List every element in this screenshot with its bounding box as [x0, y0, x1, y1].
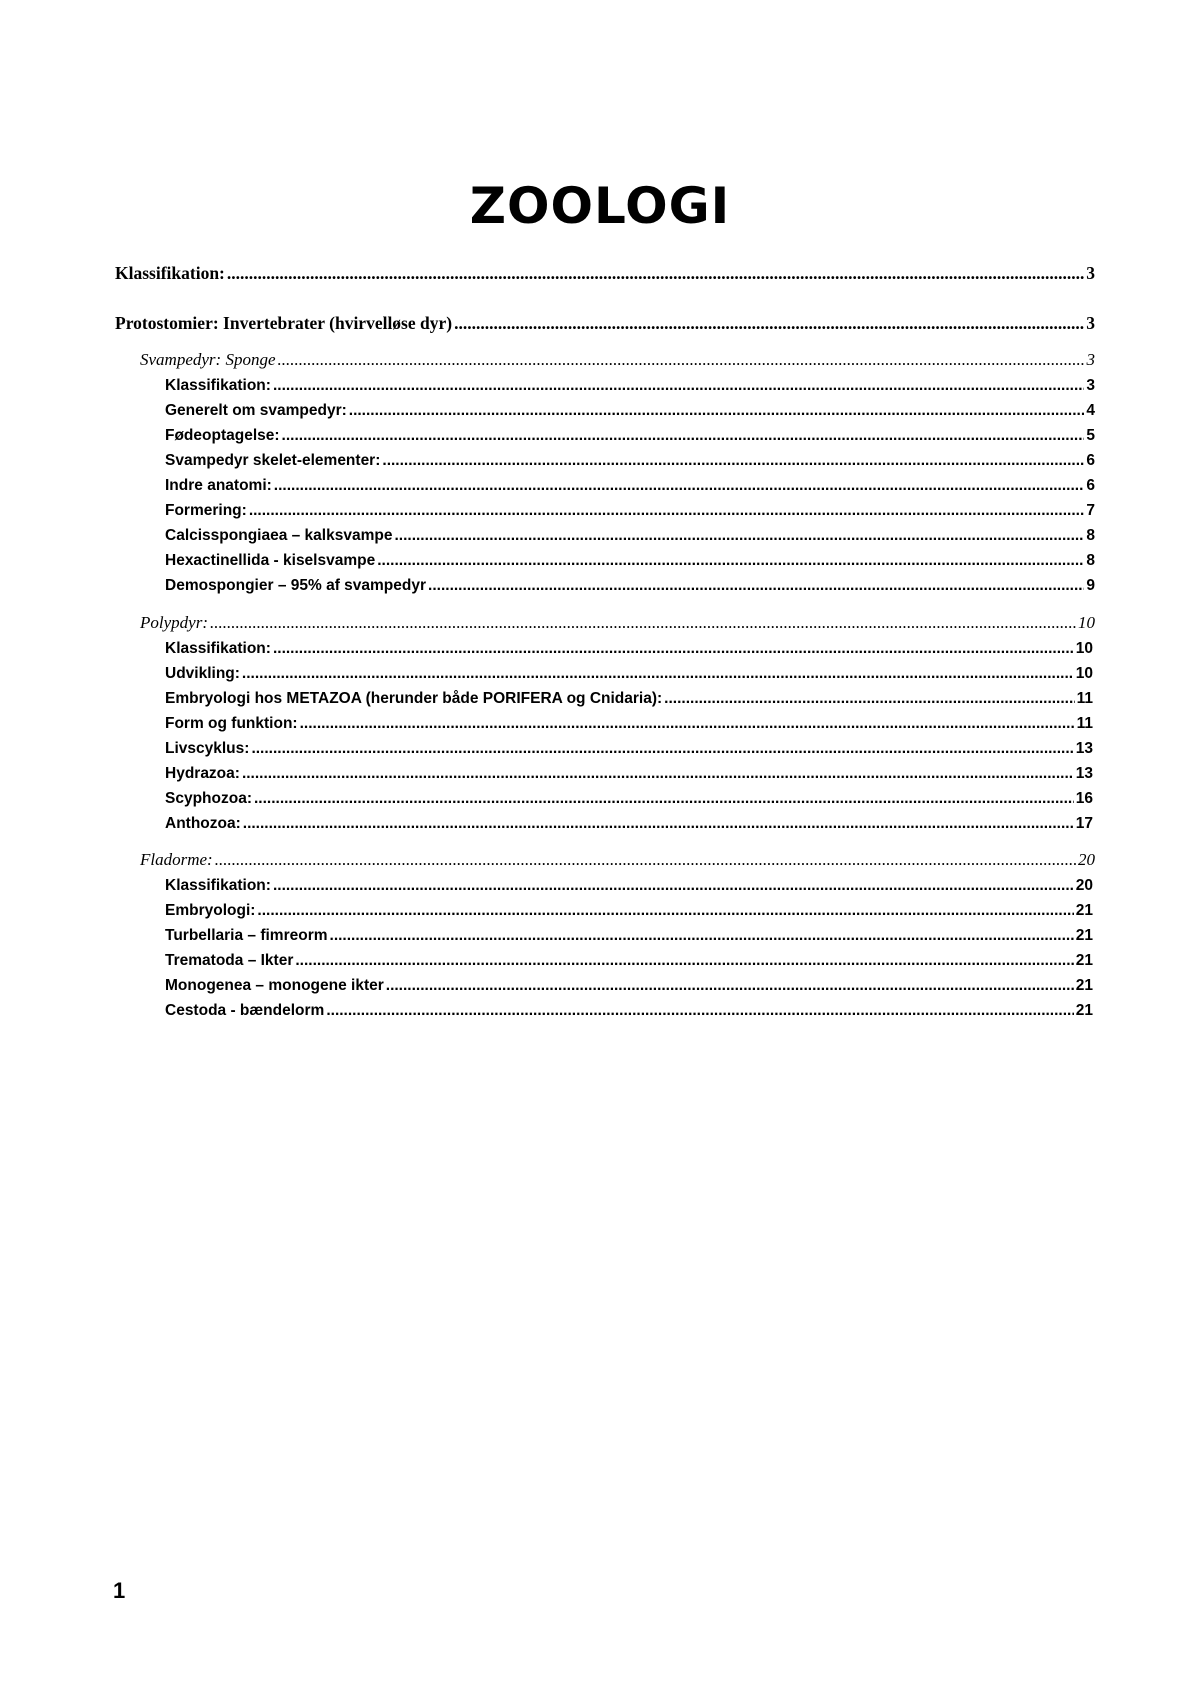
toc-entry-label: Protostomier: Invertebrater (hvirvelløse dyr): [115, 313, 453, 333]
toc-page-number: 10: [1075, 665, 1093, 682]
toc-entry-cestoda[interactable]: [165, 1002, 1093, 1020]
dot-leader: [257, 902, 1073, 920]
toc-entry-label: Monogenea – monogene ikter: [165, 977, 384, 994]
toc-page-number: 3: [1086, 350, 1095, 369]
toc-page-number: 10: [1078, 613, 1095, 632]
toc-entry-indre-anatomi[interactable]: [165, 477, 1095, 495]
toc-entry-calcisspongiaea[interactable]: [165, 527, 1095, 545]
toc-page-number: 20: [1075, 877, 1093, 894]
toc-page-number: 21: [1075, 1002, 1093, 1019]
toc-page-number: 20: [1078, 850, 1095, 869]
toc-entry-hydrazoa[interactable]: [165, 765, 1093, 783]
toc-page-number: 4: [1086, 402, 1095, 419]
toc-entry-label: Klassifikation:: [115, 263, 225, 283]
dot-leader: [349, 402, 1085, 420]
toc-entry-label: Klassifikation:: [165, 377, 271, 394]
dot-leader: [282, 427, 1085, 445]
toc-entry-label: Udvikling:: [165, 665, 240, 682]
dot-leader: [254, 790, 1074, 808]
dot-leader: [394, 527, 1084, 545]
toc-entry-scyphozoa[interactable]: [165, 790, 1093, 808]
toc-entry-skelet-elementer[interactable]: [165, 452, 1095, 470]
toc-entry-klassifikation-fladorme[interactable]: [165, 877, 1093, 895]
toc-page-number: 6: [1086, 477, 1095, 494]
toc-entry-anthozoa[interactable]: [165, 815, 1093, 833]
toc-page-number: 10: [1075, 640, 1093, 657]
dot-leader: [242, 665, 1074, 683]
toc-page-number: 21: [1075, 902, 1093, 919]
dot-leader: [215, 850, 1076, 870]
toc-page-number: 16: [1075, 790, 1093, 807]
toc-page-number: 11: [1076, 690, 1093, 707]
toc-entry-label: Anthozoa:: [165, 815, 241, 832]
dot-leader: [382, 452, 1084, 470]
dot-leader: [274, 477, 1085, 495]
toc-page-number: 13: [1075, 765, 1093, 782]
dot-leader: [330, 927, 1074, 945]
dot-leader: [278, 350, 1085, 370]
toc-entry-formering[interactable]: [165, 502, 1095, 520]
dot-leader: [243, 815, 1074, 833]
toc-page-number: 8: [1086, 552, 1095, 569]
toc-entry-label: Polypdyr:: [140, 613, 208, 632]
toc-page-number: 21: [1075, 977, 1093, 994]
toc-entry-label: Turbellaria – fimreorm: [165, 927, 328, 944]
dot-leader: [210, 613, 1076, 633]
toc-entry-label: Svampedyr skelet-elementer:: [165, 452, 381, 469]
toc-entry-label: Fladorme:: [140, 850, 213, 869]
dot-leader: [273, 377, 1084, 395]
toc-page-number: 17: [1075, 815, 1093, 832]
toc-entry-embryologi[interactable]: [165, 902, 1093, 920]
toc-entry-label: Trematoda – Ikter: [165, 952, 294, 969]
toc-page-number: 5: [1086, 427, 1095, 444]
toc-entry-monogenea[interactable]: [165, 977, 1093, 995]
toc-page-number: 3: [1086, 313, 1095, 333]
dot-leader: [227, 263, 1084, 284]
toc-entry-label: Hexactinellida - kiselsvampe: [165, 552, 376, 569]
toc-entry-label: Indre anatomi:: [165, 477, 272, 494]
dot-leader: [454, 313, 1084, 334]
dot-leader: [295, 952, 1073, 970]
toc-entry-label: Scyphozoa:: [165, 790, 252, 807]
toc-entry-label: Cestoda - bændelorm: [165, 1002, 325, 1019]
toc-entry-label: Generelt om svampedyr:: [165, 402, 347, 419]
toc-entry-label: Klassifikation:: [165, 877, 271, 894]
toc-entry-klassifikation[interactable]: [115, 263, 1095, 284]
dot-leader: [386, 977, 1074, 995]
dot-leader: [428, 577, 1084, 595]
toc-entry-form-og-funktion[interactable]: [165, 715, 1093, 733]
dot-leader: [273, 877, 1074, 895]
dot-leader: [377, 552, 1084, 570]
toc-entry-label: Embryologi:: [165, 902, 256, 919]
page-title: ZOOLOGI: [469, 177, 731, 235]
toc-page-number: 11: [1076, 715, 1093, 732]
toc-page-number: 13: [1075, 740, 1093, 757]
toc-entry-livscyklus[interactable]: [165, 740, 1093, 758]
toc-entry-turbellaria[interactable]: [165, 927, 1093, 945]
toc-entry-label: Embryologi hos METAZOA (herunder både PORIFERA og Cnidaria):: [165, 690, 663, 707]
toc-page-number: 3: [1086, 377, 1095, 394]
dot-leader: [326, 1002, 1073, 1020]
toc-entry-label: Hydrazoa:: [165, 765, 240, 782]
toc-entry-generelt[interactable]: [165, 402, 1095, 420]
toc-entry-label: Formering:: [165, 502, 247, 519]
toc-entry-label: Calcisspongiaea – kalksvampe: [165, 527, 393, 544]
page-number: 1: [113, 1578, 126, 1603]
toc-entry-demospongier[interactable]: [165, 577, 1095, 595]
toc-entry-label: Form og funktion:: [165, 715, 298, 732]
toc-entry-udvikling[interactable]: [165, 665, 1093, 683]
dot-leader: [664, 690, 1074, 708]
toc-entry-svampedyr[interactable]: [140, 350, 1095, 370]
toc-page-number: 9: [1086, 577, 1095, 594]
toc-entry-fodeoptagelse[interactable]: [165, 427, 1095, 445]
toc-entry-hexactinellida[interactable]: [165, 552, 1095, 570]
toc-entry-fladorme[interactable]: [140, 850, 1095, 870]
toc-page-number: 21: [1075, 927, 1093, 944]
dot-leader: [242, 765, 1074, 783]
toc-page-number: 7: [1086, 502, 1095, 519]
dot-leader: [249, 502, 1085, 520]
dot-leader: [273, 640, 1074, 658]
toc-page-number: 6: [1086, 452, 1095, 469]
toc-page-number: 3: [1086, 263, 1095, 283]
toc-entry-klassifikation-polypdyr[interactable]: [165, 640, 1093, 658]
toc-entry-polypdyr[interactable]: [140, 613, 1095, 633]
dot-leader: [251, 740, 1073, 758]
toc-page-number: 8: [1086, 527, 1095, 544]
toc-entry-label: Klassifikation:: [165, 640, 271, 657]
toc-entry-label: Livscyklus:: [165, 740, 250, 757]
toc-entry-label: Fødeoptagelse:: [165, 427, 280, 444]
toc-page-number: 21: [1075, 952, 1093, 969]
toc-entry-embryologi-metazoa[interactable]: [165, 690, 1093, 708]
toc-entry-label: Svampedyr: Sponge: [140, 350, 276, 369]
toc-entry-protostomier[interactable]: [115, 313, 1095, 334]
toc-entry-trematoda[interactable]: [165, 952, 1093, 970]
toc-entry-klassifikation-svampedyr[interactable]: [165, 377, 1095, 395]
dot-leader: [300, 715, 1075, 733]
toc-entry-label: Demospongier – 95% af svampedyr: [165, 577, 427, 594]
